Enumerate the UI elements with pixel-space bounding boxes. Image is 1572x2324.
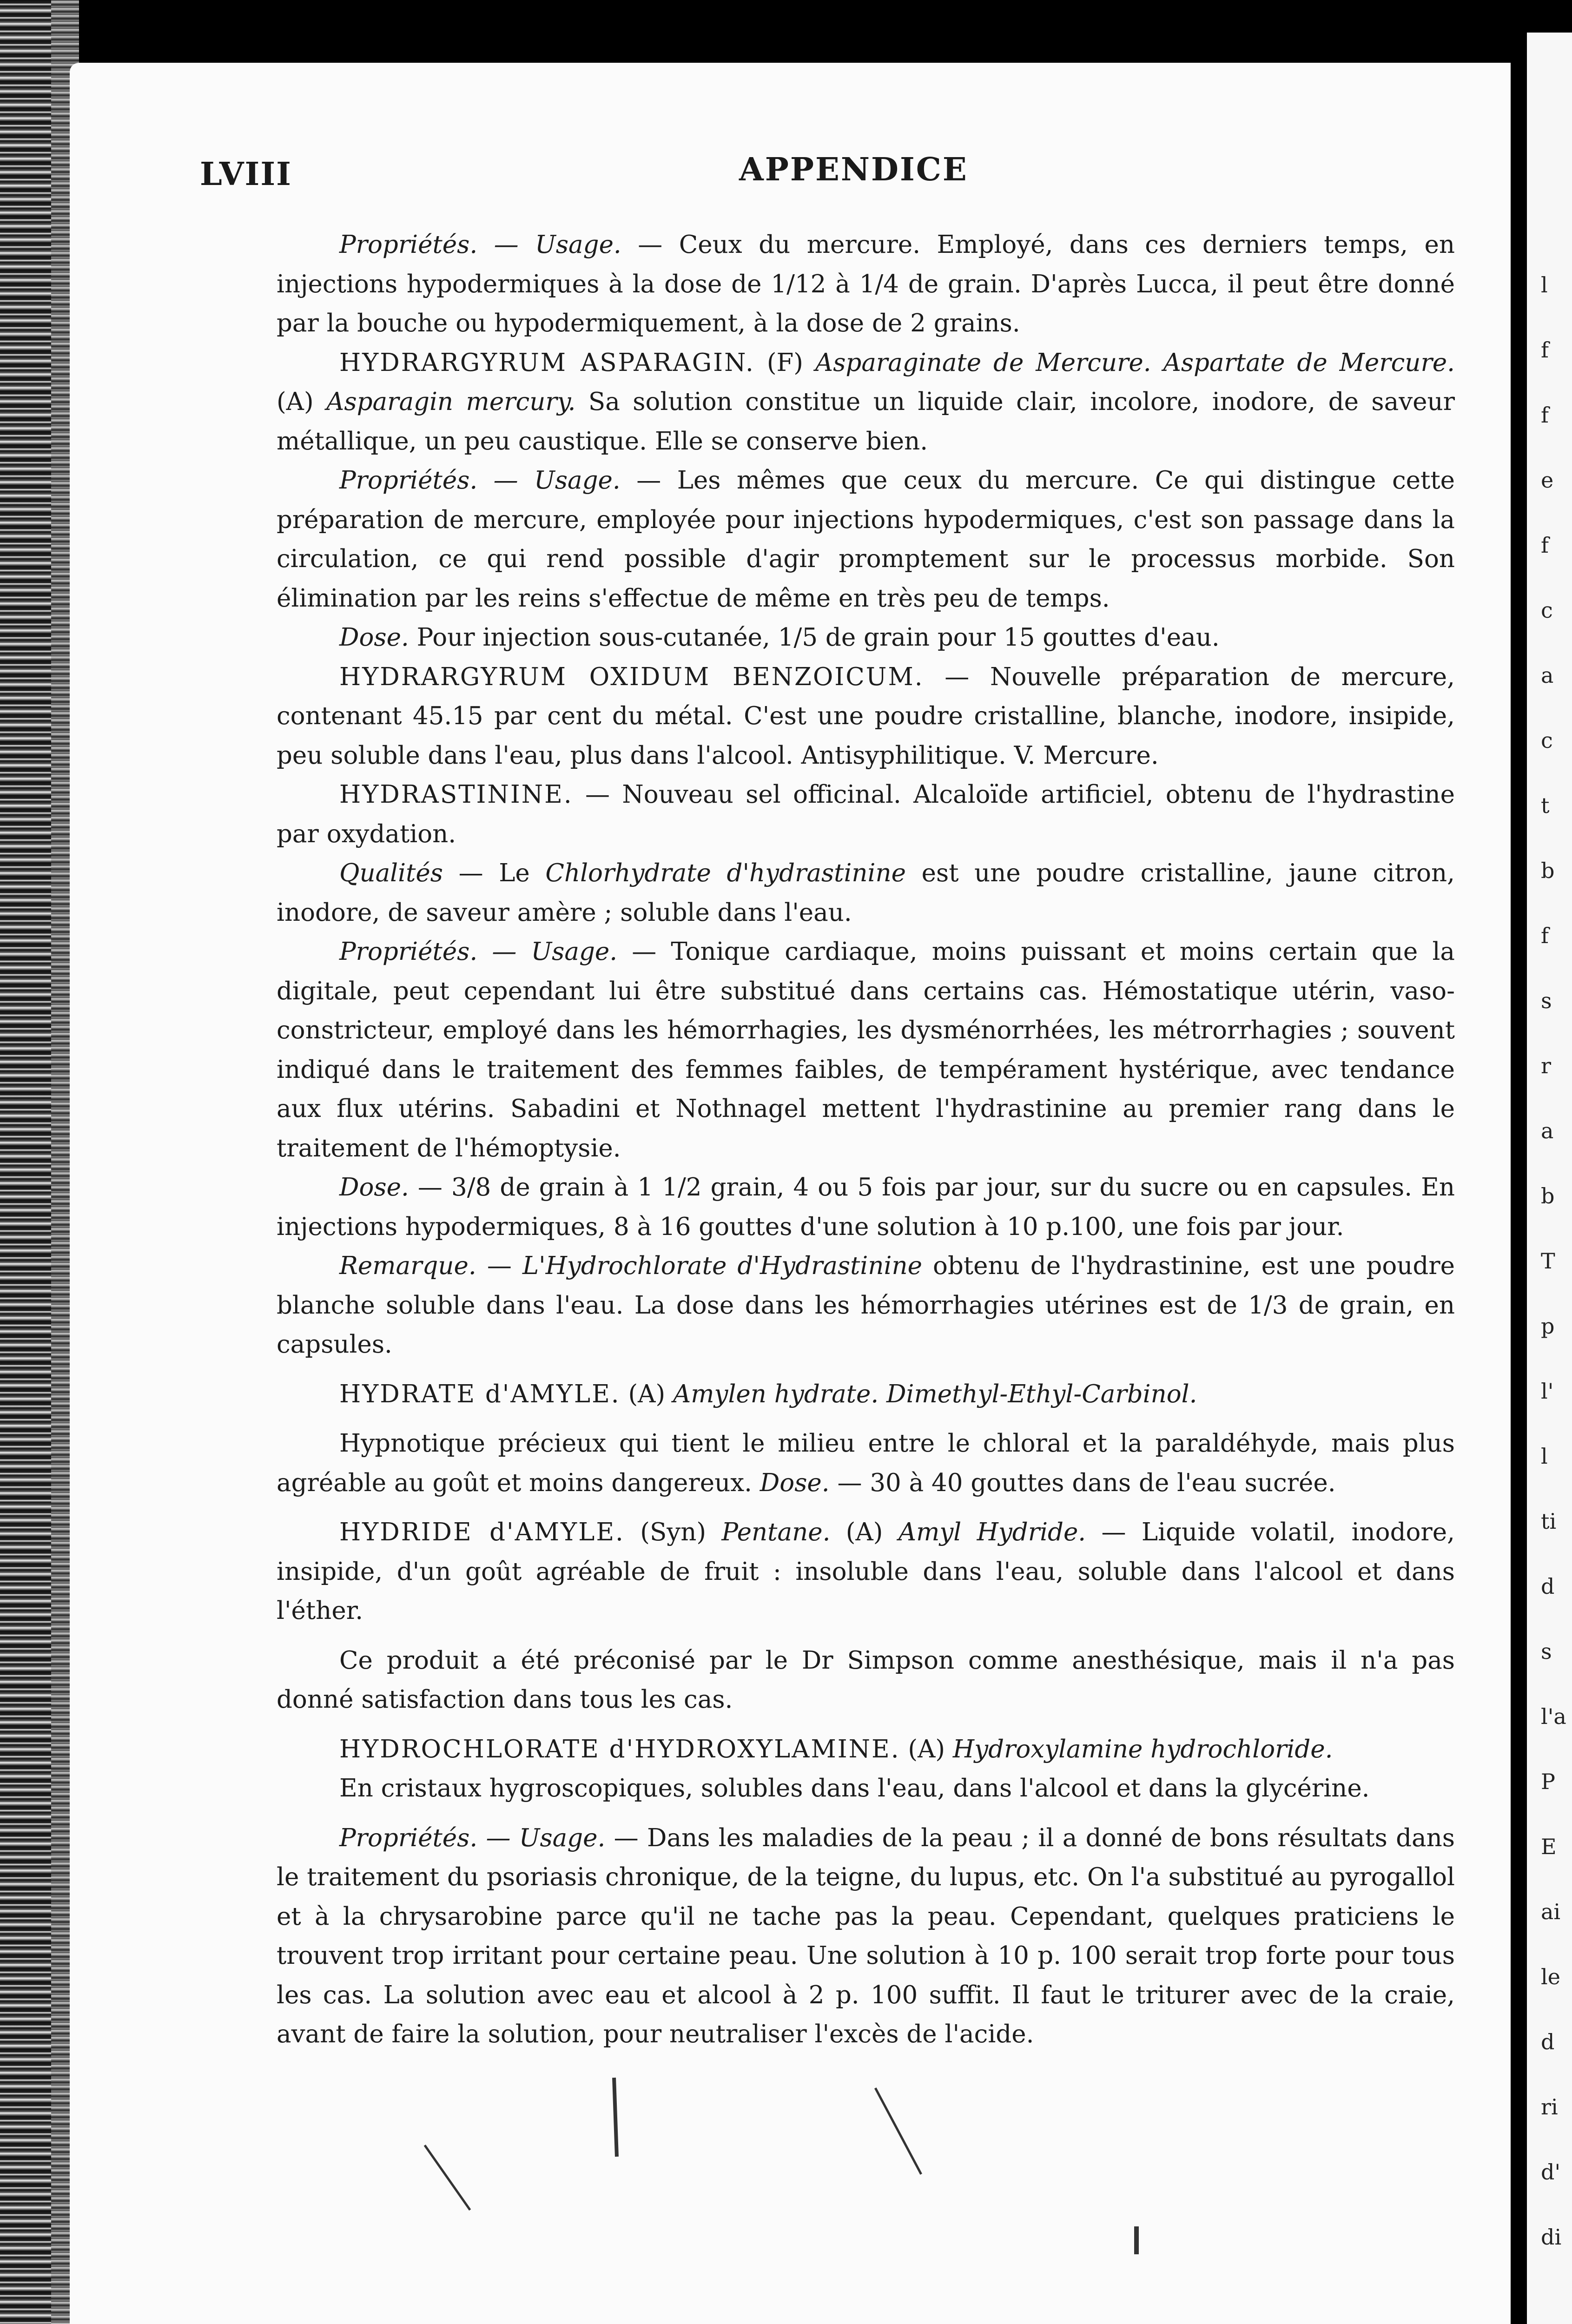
facing-page-letter: a: [1541, 663, 1554, 688]
facing-page-letter: T: [1541, 1248, 1555, 1274]
entry-headword: HYDRARGYRUM OXIDUM BENZOICUM.: [339, 662, 924, 691]
paragraph-text: — Ceux du mercure. Employé, dans ces derniers temps, en injections hypodermiques à la dose de 1/12 à 1/4 de grain. D'après Lucca, il peut être donné par la bouche ou hypodermiquement, à la dose de 2 grains.: [277, 231, 1455, 337]
paragraph-text: Ce produit a été préconisé par le Dr Simpson comme anesthésique, mais il n'a pas donné satisfaction dans tous les cas.: [277, 1646, 1455, 1714]
paragraph-text: — Nouveau sel officinal. Alcaloïde artificiel, obtenu de l'hydrastine par oxydation.: [277, 780, 1455, 848]
section-label: Dose.: [339, 1173, 409, 1202]
page-number: LVIII: [200, 156, 292, 193]
paragraph: [277, 1769, 1455, 1809]
page-body: [277, 225, 1455, 2054]
facing-page-letter: a: [1541, 1118, 1554, 1143]
facing-page-letter: d: [1541, 1574, 1555, 1599]
facing-page-letter: ai: [1541, 1899, 1561, 1924]
paragraph-text: — 30 à 40 gouttes dans de l'eau sucrée.: [829, 1468, 1336, 1497]
facing-page-letter: ri: [1541, 2094, 1558, 2119]
facing-page-letter: s: [1541, 1639, 1552, 1664]
entry: [277, 343, 1455, 462]
entry: [277, 775, 1455, 854]
entry-headword: HYDRIDE d'AMYLE.: [339, 1518, 625, 1546]
entry-headword: HYDRATE d'AMYLE.: [339, 1380, 621, 1408]
facing-page-letter: di: [1541, 2225, 1562, 2250]
facing-page-letter: t: [1541, 793, 1550, 818]
lang-marker: (A): [830, 1518, 898, 1546]
section-label: Dose.: [752, 1468, 830, 1497]
entry: [277, 1375, 1455, 1414]
facing-page-letter: f: [1541, 337, 1549, 363]
section-label: Qualités: [339, 859, 443, 887]
paragraph: [277, 932, 1455, 1168]
facing-page-letter: p: [1541, 1314, 1555, 1339]
french-name: Asparaginate de Mercure. Aspartate de Mercure.: [815, 348, 1455, 377]
lang-marker: (A): [277, 388, 327, 416]
facing-page-letter: P: [1541, 1769, 1555, 1794]
paragraph-text: — Le: [443, 859, 546, 887]
facing-page-edge: [1527, 33, 1572, 2324]
facing-page-letter: l: [1541, 272, 1548, 297]
paragraph: [277, 225, 1455, 343]
english-name: Asparagin mercury.: [326, 388, 576, 416]
section-label: Propriétés. — Usage.: [339, 231, 621, 259]
facing-page-letter: b: [1541, 1183, 1555, 1208]
italic-term: Chlorhydrate d'hydrastinine: [545, 859, 906, 887]
facing-page-letter: d': [1541, 2159, 1561, 2185]
section-label: Dose.: [339, 623, 409, 652]
paragraph-text: — 3/8 de grain à 1 1/2 grain, 4 ou 5 fois par jour, sur du sucre ou en capsules. En injections hypodermiques, 8 à 16 gouttes d'une solution à 10 p.100, une fois par jour.: [277, 1173, 1455, 1241]
facing-page-letter: l'a: [1541, 1704, 1566, 1729]
italic-term: L'Hydrochlorate d'Hydrastinine: [522, 1252, 922, 1280]
section-label: Remarque.: [339, 1252, 476, 1280]
paragraph-text: obtenu de l'hydrastinine, est une poudre blanche soluble dans l'eau. La dose dans les hémorrhagies utérines est de 1/3 de grain, en capsules.: [277, 1252, 1455, 1359]
entry-headword: HYDRASTININE.: [339, 780, 573, 809]
lang-marker: (F): [754, 348, 815, 377]
paragraph: [277, 854, 1455, 932]
paragraph: [277, 1424, 1455, 1503]
facing-page-letter: e: [1541, 468, 1554, 493]
section-label: Propriétés. — Usage.: [339, 938, 618, 966]
paragraph: [277, 461, 1455, 618]
facing-page-letter: f: [1541, 533, 1549, 558]
paragraph: [277, 1168, 1455, 1247]
entry: [277, 1513, 1455, 1631]
scan-mark: [1134, 2226, 1139, 2254]
facing-page-letter: l: [1541, 1444, 1548, 1469]
facing-page-letter: c: [1541, 728, 1553, 753]
paragraph-text: — Liquide volatil, inodore, insipide, d'un goût agréable de fruit : insoluble dans l'eau, soluble dans l'alcool et dans l'éther.: [277, 1518, 1455, 1625]
paragraph: [277, 1641, 1455, 1720]
paragraph-text: Sa solution constitue un liquide clair, incolore, inodore, de saveur métallique, un peu caustique. Elle se conserve bien.: [277, 388, 1455, 456]
facing-page-letter: le: [1541, 1964, 1560, 1989]
lang-marker: (A): [620, 1380, 673, 1408]
paragraph-text: — Dans les maladies de la peau ; il a donné de bons résultats dans le traitement du psoriasis chronique, de la teigne, du lupus, etc. On l'a substitué au pyrogallol et à la chrysarobine parce qu'il ne tache pas la peau. Cependant, quelques praticiens le trouvent trop irritant pour certaine peau. Une solution à 10 p. 100 serait trop forte pour tous les cas. La solution avec eau et alcool à 2 p. 100 suffit. Il faut le triturer avec de la craie, avant de faire la solution, pour neutraliser l'excès de l'acide.: [277, 1823, 1455, 2048]
lang-marker: (A): [900, 1735, 953, 1763]
paragraph-text: — Tonique cardiaque, moins puissant et moins certain que la digitale, peut cependant lui être substitué dans certains cas. Hémostatique utérin, vaso-constricteur, employé dans les hémorrhagies, les dysménorrhées, les métrorrhagies ; souvent indiqué dans le traitement des femmes faibles, de tempérament hystérique, avec tendance aux flux utérins. Sabadini et Nothnagel mettent l'hydrastinine au premier rang dans le traitement de l'hémoptysie.: [277, 938, 1455, 1162]
facing-page-letter: s: [1541, 988, 1552, 1013]
facing-page-letter: f: [1541, 403, 1549, 428]
facing-page-letter: f: [1541, 923, 1549, 948]
paragraph-text: Hypnotique précieux qui tient le milieu entre le chloral et la paraldéhyde, mais plus agréable au goût et moins dangereux.: [277, 1429, 1455, 1497]
section-label: Propriétés. — Usage.: [339, 466, 621, 495]
facing-page-letter: E: [1541, 1834, 1557, 1859]
facing-page-letter: r: [1541, 1053, 1551, 1078]
paragraph-text: —: [476, 1252, 522, 1280]
facing-page-letter: ti: [1541, 1509, 1557, 1534]
english-name: Amyl Hydride.: [898, 1518, 1086, 1546]
paragraph: [277, 1247, 1455, 1365]
english-name: Hydroxylamine hydrochloride.: [952, 1735, 1333, 1763]
paragraph-text: Pour injection sous-cutanée, 1/5 de grain pour 15 gouttes d'eau.: [409, 623, 1220, 652]
entry: [277, 658, 1455, 776]
paragraph-text: — Nouvelle préparation de mercure, contenant 45.15 par cent du métal. C'est une poudre cristalline, blanche, inodore, insipide, peu soluble dans l'eau, plus dans l'alcool. Antisyphilitique. V. Mercure.: [277, 662, 1455, 770]
facing-page-letter: c: [1541, 598, 1553, 623]
facing-page-letter: l': [1541, 1379, 1554, 1404]
lang-marker: (Syn): [624, 1518, 722, 1546]
paragraph-text: En cristaux hygroscopiques, solubles dans l'eau, dans l'alcool et dans la glycérine.: [339, 1774, 1370, 1802]
entry-headword: HYDROCHLORATE d'HYDROXYLAMINE.: [339, 1735, 900, 1763]
running-title: APPENDICE: [739, 151, 968, 188]
synonym-name: Pentane.: [721, 1518, 831, 1546]
paragraph-text: est une poudre cristalline, jaune citron, inodore, de saveur amère ; soluble dans l'eau.: [277, 859, 1455, 927]
facing-page-letter: b: [1541, 858, 1555, 883]
english-name: Amylen hydrate. Dimethyl-Ethyl-Carbinol.: [673, 1380, 1197, 1408]
entry: [277, 1730, 1455, 1769]
entry-headword: HYDRARGYRUM ASPARAGIN.: [339, 348, 755, 377]
paragraph: [277, 1819, 1455, 2054]
paragraph-text: — Les mêmes que ceux du mercure. Ce qui distingue cette préparation de mercure, employée pour injections hypodermiques, c'est son passage dans la circulation, ce qui rend possible d'agir promptement sur le processus morbide. Son élimination par les reins s'effectue de même en très peu de temps.: [277, 466, 1455, 613]
paragraph: [277, 618, 1455, 658]
facing-page-letter: d: [1541, 2029, 1555, 2054]
section-label: Propriétés. — Usage.: [339, 1823, 606, 1852]
